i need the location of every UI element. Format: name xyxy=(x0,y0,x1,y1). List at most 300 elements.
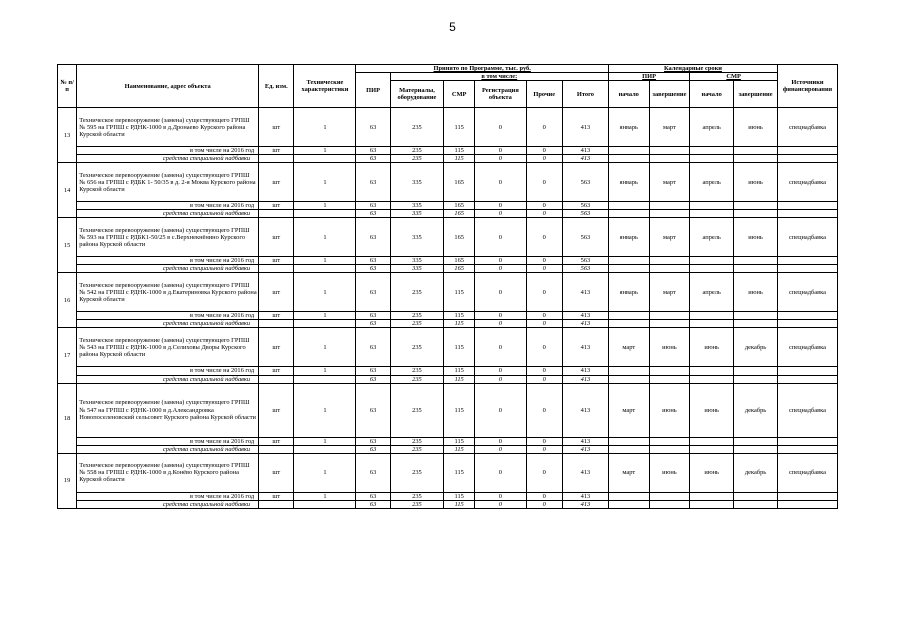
year-smr-cell: 115 xyxy=(444,147,475,155)
row-num: 16 xyxy=(58,273,77,328)
empty-cell xyxy=(649,155,690,163)
pir-start-cell: март xyxy=(608,453,649,492)
special-funds-row xyxy=(58,265,838,273)
smr-cell: 115 xyxy=(444,273,475,312)
year-total-cell: 413 xyxy=(562,492,608,500)
total-cell: 413 xyxy=(562,108,608,147)
special-pir-cell: 63 xyxy=(356,500,390,508)
year-registration-cell: 0 xyxy=(475,312,526,320)
year-other-cell: 0 xyxy=(526,492,562,500)
empty-cell xyxy=(649,257,690,265)
year-subtotal-row xyxy=(58,312,838,320)
empty-cell xyxy=(690,202,734,210)
empty-cell xyxy=(294,210,356,218)
year-smr-cell: 115 xyxy=(444,492,475,500)
year-total-cell: 563 xyxy=(562,202,608,210)
registration-cell: 0 xyxy=(475,163,526,202)
header-tech: Технические характеристики xyxy=(294,65,356,108)
table-row xyxy=(58,218,838,257)
special-pir-cell: 63 xyxy=(356,265,390,273)
year-other-cell: 0 xyxy=(526,437,562,445)
smr-start-cell: апрель xyxy=(690,273,734,312)
empty-cell xyxy=(649,375,690,383)
table-header xyxy=(58,65,838,108)
empty-cell xyxy=(608,265,649,273)
year-tech-cell: 1 xyxy=(294,312,356,320)
special-funds-label: средства специальной надбавки xyxy=(77,320,259,328)
special-smr-cell: 115 xyxy=(444,500,475,508)
year-materials-cell: 235 xyxy=(390,492,443,500)
year-pir-cell: 63 xyxy=(356,367,390,375)
year-other-cell: 0 xyxy=(526,312,562,320)
special-total-cell: 413 xyxy=(562,445,608,453)
tech-cell: 1 xyxy=(294,273,356,312)
special-smr-cell: 115 xyxy=(444,320,475,328)
special-funds-label: средства специальной надбавки xyxy=(77,155,259,163)
smr-end-cell: июнь xyxy=(734,273,778,312)
empty-cell xyxy=(649,147,690,155)
header-total: Итого xyxy=(562,81,608,108)
year-registration-cell: 0 xyxy=(475,147,526,155)
special-funds-row xyxy=(58,500,838,508)
year-2016-label: в том числе на 2016 год xyxy=(77,367,259,375)
empty-cell xyxy=(259,500,294,508)
smr-start-cell: июнь xyxy=(690,453,734,492)
year-tech-cell: 1 xyxy=(294,367,356,375)
empty-cell xyxy=(734,492,778,500)
year-other-cell: 0 xyxy=(526,147,562,155)
empty-cell xyxy=(690,265,734,273)
year-unit-cell: шт xyxy=(259,492,294,500)
header-including: в том числе: xyxy=(390,73,608,81)
special-smr-cell: 115 xyxy=(444,445,475,453)
special-materials-cell: 235 xyxy=(390,155,443,163)
empty-cell xyxy=(259,320,294,328)
special-other-cell: 0 xyxy=(526,445,562,453)
pir-end-cell: март xyxy=(649,108,690,147)
smr-cell: 115 xyxy=(444,453,475,492)
materials-cell: 235 xyxy=(390,328,443,367)
smr-cell: 115 xyxy=(444,328,475,367)
empty-cell xyxy=(777,265,837,273)
year-smr-cell: 115 xyxy=(444,367,475,375)
pir-cell: 63 xyxy=(356,328,390,367)
source-cell: спецнадбавка xyxy=(777,218,837,257)
empty-cell xyxy=(259,155,294,163)
year-other-cell: 0 xyxy=(526,367,562,375)
smr-end-cell: декабрь xyxy=(734,328,778,367)
empty-cell xyxy=(777,147,837,155)
empty-cell xyxy=(777,210,837,218)
empty-cell xyxy=(608,312,649,320)
pir-cell: 63 xyxy=(356,218,390,257)
source-cell: спецнадбавка xyxy=(777,383,837,437)
registration-cell: 0 xyxy=(475,453,526,492)
empty-cell xyxy=(608,210,649,218)
unit-cell: шт xyxy=(259,383,294,437)
empty-cell xyxy=(294,320,356,328)
pir-end-cell: июнь xyxy=(649,383,690,437)
empty-cell xyxy=(734,367,778,375)
empty-cell xyxy=(608,500,649,508)
empty-cell xyxy=(690,445,734,453)
unit-cell: шт xyxy=(259,453,294,492)
empty-cell xyxy=(690,375,734,383)
pir-end-cell: июнь xyxy=(649,328,690,367)
year-materials-cell: 235 xyxy=(390,312,443,320)
year-smr-cell: 115 xyxy=(444,437,475,445)
special-registration-cell: 0 xyxy=(475,210,526,218)
empty-cell xyxy=(777,437,837,445)
empty-cell xyxy=(734,437,778,445)
year-unit-cell: шт xyxy=(259,312,294,320)
special-pir-cell: 63 xyxy=(356,375,390,383)
row-num: 19 xyxy=(58,453,77,508)
pir-end-cell: март xyxy=(649,163,690,202)
registration-cell: 0 xyxy=(475,273,526,312)
pir-start-cell: январь xyxy=(608,218,649,257)
tech-cell: 1 xyxy=(294,163,356,202)
empty-cell xyxy=(649,500,690,508)
unit-cell: шт xyxy=(259,163,294,202)
other-cell: 0 xyxy=(526,273,562,312)
other-cell: 0 xyxy=(526,383,562,437)
row-num: 17 xyxy=(58,328,77,383)
year-pir-cell: 63 xyxy=(356,257,390,265)
smr-start-cell: июнь xyxy=(690,328,734,367)
special-pir-cell: 63 xyxy=(356,445,390,453)
year-pir-cell: 63 xyxy=(356,312,390,320)
source-cell: спецнадбавка xyxy=(777,108,837,147)
registration-cell: 0 xyxy=(475,383,526,437)
header-calendar: Календарные сроки xyxy=(608,65,777,73)
table-row xyxy=(58,328,838,367)
year-2016-label: в том числе на 2016 год xyxy=(77,312,259,320)
pir-start-cell: март xyxy=(608,383,649,437)
special-funds-row xyxy=(58,320,838,328)
header-name: Наименование, адрес объекта xyxy=(77,65,259,108)
year-2016-label: в том числе на 2016 год xyxy=(77,202,259,210)
empty-cell xyxy=(690,500,734,508)
year-other-cell: 0 xyxy=(526,257,562,265)
header-pir-end: завершение xyxy=(649,81,690,108)
source-cell: спецнадбавка xyxy=(777,273,837,312)
special-materials-cell: 235 xyxy=(390,445,443,453)
empty-cell xyxy=(259,265,294,273)
special-materials-cell: 335 xyxy=(390,210,443,218)
unit-cell: шт xyxy=(259,218,294,257)
year-registration-cell: 0 xyxy=(475,202,526,210)
empty-cell xyxy=(649,320,690,328)
pir-cell: 63 xyxy=(356,273,390,312)
year-smr-cell: 165 xyxy=(444,202,475,210)
special-other-cell: 0 xyxy=(526,500,562,508)
special-funds-row xyxy=(58,445,838,453)
special-other-cell: 0 xyxy=(526,210,562,218)
year-registration-cell: 0 xyxy=(475,257,526,265)
empty-cell xyxy=(690,320,734,328)
special-total-cell: 563 xyxy=(562,265,608,273)
year-subtotal-row xyxy=(58,202,838,210)
empty-cell xyxy=(777,445,837,453)
year-smr-cell: 115 xyxy=(444,312,475,320)
registration-cell: 0 xyxy=(475,328,526,367)
special-other-cell: 0 xyxy=(526,320,562,328)
empty-cell xyxy=(608,375,649,383)
empty-cell xyxy=(690,312,734,320)
pir-cell: 63 xyxy=(356,383,390,437)
pir-start-cell: март xyxy=(608,328,649,367)
tech-cell: 1 xyxy=(294,108,356,147)
empty-cell xyxy=(690,155,734,163)
smr-cell: 165 xyxy=(444,218,475,257)
special-funds-row xyxy=(58,375,838,383)
empty-cell xyxy=(777,312,837,320)
smr-cell: 115 xyxy=(444,108,475,147)
pir-end-cell: март xyxy=(649,218,690,257)
row-num: 13 xyxy=(58,108,77,163)
special-smr-cell: 165 xyxy=(444,210,475,218)
empty-cell xyxy=(734,155,778,163)
other-cell: 0 xyxy=(526,328,562,367)
empty-cell xyxy=(734,257,778,265)
header-pir: ПИР xyxy=(356,73,390,108)
smr-end-cell: декабрь xyxy=(734,383,778,437)
total-cell: 563 xyxy=(562,163,608,202)
empty-cell xyxy=(608,320,649,328)
empty-cell xyxy=(777,202,837,210)
year-pir-cell: 63 xyxy=(356,202,390,210)
header-other: Прочие xyxy=(526,81,562,108)
empty-cell xyxy=(734,500,778,508)
special-funds-label: средства специальной надбавки xyxy=(77,375,259,383)
object-name: Техническое перевооружение (замена) существующего ГРПШ № 558 на ГРПШ с РДНК-1000 в д.Конёво Курского района Курской области xyxy=(77,453,259,492)
materials-cell: 235 xyxy=(390,108,443,147)
empty-cell xyxy=(734,445,778,453)
unit-cell: шт xyxy=(259,108,294,147)
year-unit-cell: шт xyxy=(259,202,294,210)
empty-cell xyxy=(649,210,690,218)
year-2016-label: в том числе на 2016 год xyxy=(77,257,259,265)
source-cell: спецнадбавка xyxy=(777,163,837,202)
year-tech-cell: 1 xyxy=(294,202,356,210)
special-funds-label: средства специальной надбавки xyxy=(77,265,259,273)
year-total-cell: 413 xyxy=(562,147,608,155)
empty-cell xyxy=(734,265,778,273)
smr-start-cell: июнь xyxy=(690,383,734,437)
empty-cell xyxy=(734,375,778,383)
materials-cell: 235 xyxy=(390,383,443,437)
row-num: 15 xyxy=(58,218,77,273)
object-name: Техническое перевооружение (замена) существующего ГРПШ № 547 на ГРПШ с РДНК-1000 в д.Александровка Новопоселеновский сельсовет Курского района Курской области xyxy=(77,383,259,437)
header-smr-start: начало xyxy=(690,81,734,108)
total-cell: 413 xyxy=(562,328,608,367)
empty-cell xyxy=(608,437,649,445)
empty-cell xyxy=(777,375,837,383)
source-cell: спецнадбавка xyxy=(777,453,837,492)
empty-cell xyxy=(690,210,734,218)
row-num: 18 xyxy=(58,383,77,453)
empty-cell xyxy=(690,367,734,375)
tech-cell: 1 xyxy=(294,328,356,367)
tech-cell: 1 xyxy=(294,383,356,437)
empty-cell xyxy=(608,492,649,500)
year-materials-cell: 235 xyxy=(390,367,443,375)
header-smr: СМР xyxy=(444,81,475,108)
pir-cell: 63 xyxy=(356,163,390,202)
source-cell: спецнадбавка xyxy=(777,328,837,367)
year-other-cell: 0 xyxy=(526,202,562,210)
smr-cell: 165 xyxy=(444,163,475,202)
year-pir-cell: 63 xyxy=(356,492,390,500)
special-registration-cell: 0 xyxy=(475,445,526,453)
special-total-cell: 413 xyxy=(562,155,608,163)
header-registration: Регистрация объекта xyxy=(475,81,526,108)
smr-cell: 115 xyxy=(444,383,475,437)
year-unit-cell: шт xyxy=(259,257,294,265)
year-smr-cell: 165 xyxy=(444,257,475,265)
year-subtotal-row xyxy=(58,367,838,375)
special-pir-cell: 63 xyxy=(356,155,390,163)
special-registration-cell: 0 xyxy=(475,320,526,328)
smr-end-cell: июнь xyxy=(734,163,778,202)
empty-cell xyxy=(649,312,690,320)
year-tech-cell: 1 xyxy=(294,437,356,445)
year-total-cell: 563 xyxy=(562,257,608,265)
empty-cell xyxy=(608,445,649,453)
year-2016-label: в том числе на 2016 год xyxy=(77,147,259,155)
empty-cell xyxy=(608,147,649,155)
empty-cell xyxy=(690,147,734,155)
year-subtotal-row xyxy=(58,257,838,265)
empty-cell xyxy=(649,445,690,453)
year-unit-cell: шт xyxy=(259,367,294,375)
empty-cell xyxy=(649,367,690,375)
special-registration-cell: 0 xyxy=(475,155,526,163)
empty-cell xyxy=(777,367,837,375)
year-unit-cell: шт xyxy=(259,437,294,445)
header-num: № п/п xyxy=(58,65,77,108)
pir-cell: 63 xyxy=(356,108,390,147)
special-registration-cell: 0 xyxy=(475,265,526,273)
pir-end-cell: март xyxy=(649,273,690,312)
empty-cell xyxy=(649,492,690,500)
empty-cell xyxy=(294,155,356,163)
tech-cell: 1 xyxy=(294,218,356,257)
empty-cell xyxy=(608,202,649,210)
year-2016-label: в том числе на 2016 год xyxy=(77,437,259,445)
pir-start-cell: январь xyxy=(608,108,649,147)
special-other-cell: 0 xyxy=(526,155,562,163)
header-pir-start: начало xyxy=(608,81,649,108)
special-pir-cell: 63 xyxy=(356,320,390,328)
header-materials: Материалы, оборудование xyxy=(390,81,443,108)
year-registration-cell: 0 xyxy=(475,367,526,375)
empty-cell xyxy=(259,445,294,453)
header-sources: Источники финансирования xyxy=(777,65,837,108)
empty-cell xyxy=(690,257,734,265)
special-materials-cell: 235 xyxy=(390,320,443,328)
materials-cell: 335 xyxy=(390,218,443,257)
total-cell: 413 xyxy=(562,383,608,437)
smr-end-cell: июнь xyxy=(734,108,778,147)
empty-cell xyxy=(777,155,837,163)
year-materials-cell: 335 xyxy=(390,202,443,210)
empty-cell xyxy=(259,375,294,383)
empty-cell xyxy=(259,210,294,218)
empty-cell xyxy=(690,492,734,500)
tech-cell: 1 xyxy=(294,453,356,492)
year-2016-label: в том числе на 2016 год xyxy=(77,492,259,500)
materials-cell: 335 xyxy=(390,163,443,202)
year-registration-cell: 0 xyxy=(475,492,526,500)
smr-start-cell: апрель xyxy=(690,218,734,257)
empty-cell xyxy=(734,320,778,328)
empty-cell xyxy=(777,320,837,328)
special-materials-cell: 235 xyxy=(390,500,443,508)
table-row xyxy=(58,273,838,312)
year-unit-cell: шт xyxy=(259,147,294,155)
table-row xyxy=(58,163,838,202)
year-materials-cell: 235 xyxy=(390,437,443,445)
empty-cell xyxy=(777,500,837,508)
special-registration-cell: 0 xyxy=(475,500,526,508)
other-cell: 0 xyxy=(526,218,562,257)
special-materials-cell: 335 xyxy=(390,265,443,273)
empty-cell xyxy=(734,312,778,320)
special-funds-label: средства специальной надбавки xyxy=(77,500,259,508)
year-pir-cell: 63 xyxy=(356,147,390,155)
empty-cell xyxy=(649,437,690,445)
special-registration-cell: 0 xyxy=(475,375,526,383)
total-cell: 413 xyxy=(562,273,608,312)
other-cell: 0 xyxy=(526,453,562,492)
empty-cell xyxy=(649,265,690,273)
smr-end-cell: декабрь xyxy=(734,453,778,492)
year-total-cell: 413 xyxy=(562,367,608,375)
year-materials-cell: 235 xyxy=(390,147,443,155)
empty-cell xyxy=(608,155,649,163)
empty-cell xyxy=(734,147,778,155)
unit-cell: шт xyxy=(259,328,294,367)
table-row xyxy=(58,453,838,492)
special-total-cell: 413 xyxy=(562,320,608,328)
empty-cell xyxy=(734,210,778,218)
table-body xyxy=(58,108,838,509)
special-other-cell: 0 xyxy=(526,375,562,383)
year-tech-cell: 1 xyxy=(294,147,356,155)
empty-cell xyxy=(777,492,837,500)
empty-cell xyxy=(777,257,837,265)
special-funds-row xyxy=(58,210,838,218)
page-number: 5 xyxy=(449,20,456,34)
header-smr-end: завершение xyxy=(734,81,778,108)
empty-cell xyxy=(294,445,356,453)
object-name: Техническое перевооружение (замена) существующего ГРПШ № 542 на ГРПШ с РДНК-1000 в д.Екатериновка Курского района Курской области xyxy=(77,273,259,312)
special-total-cell: 413 xyxy=(562,375,608,383)
pir-cell: 63 xyxy=(356,453,390,492)
smr-start-cell: апрель xyxy=(690,163,734,202)
other-cell: 0 xyxy=(526,163,562,202)
year-registration-cell: 0 xyxy=(475,437,526,445)
object-name: Техническое перевооружение (замена) существующего ГРПШ № 543 на ГРПШ с РДНК-1000 в д.Селиховы Дворы Курского района Курской области xyxy=(77,328,259,367)
header-cal-smr: СМР xyxy=(690,73,778,81)
registration-cell: 0 xyxy=(475,218,526,257)
table-row xyxy=(58,383,838,437)
other-cell: 0 xyxy=(526,108,562,147)
empty-cell xyxy=(649,202,690,210)
header-accepted: Принято по Программе, тыс. руб. xyxy=(356,65,608,73)
